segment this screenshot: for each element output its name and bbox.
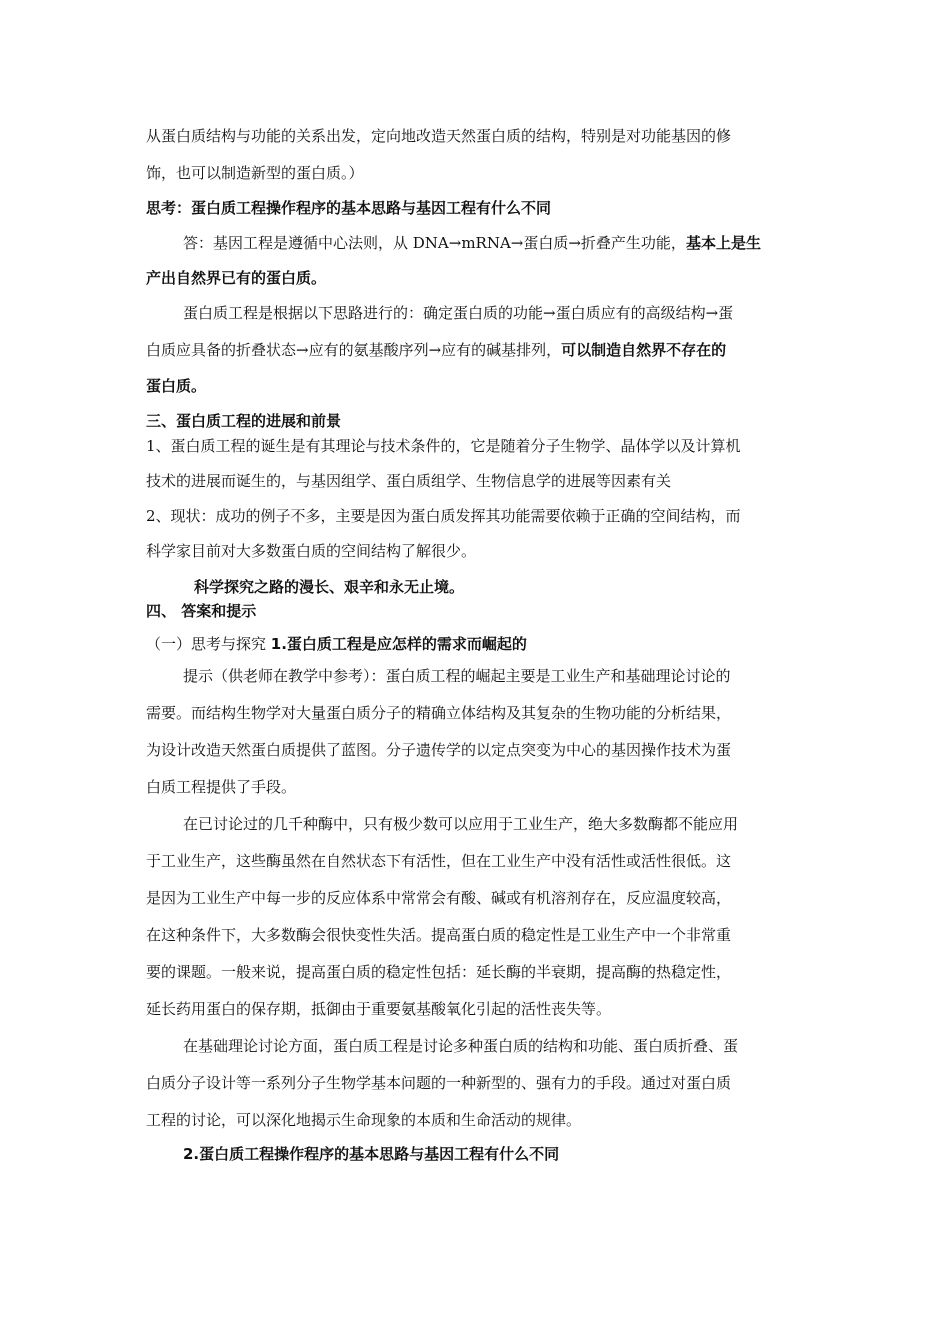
hint-p2-line-4: 在这种条件下，大多数酶会很快变性失活。提高蛋白质的稳定性是工业生产中一个非常重 xyxy=(146,926,732,944)
hint-p3-line-3: 工程的讨论，可以深化地揭示生命现象的本质和生命活动的规律。 xyxy=(146,1111,582,1129)
hint-p2-line-1: 在已讨论过的几千种酶中，只有极少数可以应用于工业生产，绝大多数酶都不能应用 xyxy=(183,815,739,833)
section-3-motto: 科学探究之路的漫长、艰辛和永无止境。 xyxy=(194,578,465,596)
hint-p3-line-1: 在基础理论讨论方面，蛋白质工程是讨论多种蛋白质的结构和功能、蛋白质折叠、蛋 xyxy=(183,1037,739,1055)
answer-2-text: 白质应具备的折叠状态→应有的氨基酸序列→应有的碱基排列， xyxy=(146,341,562,359)
answer-1-emphasis: 基本上是生 xyxy=(685,234,761,252)
intro-line-1: 从蛋白质结构与功能的关系出发，定向地改造天然蛋白质的结构，特别是对功能基因的修 xyxy=(146,127,732,145)
hint-p1-line-2: 需要。而结构生物学对大量蛋白质分子的精确立体结构及其复杂的生物功能的分析结果， xyxy=(146,704,732,722)
answer-1-line-2: 产出自然界已有的蛋白质。 xyxy=(146,269,327,287)
hint-p2-line-2: 于工业生产，这些酶虽然在自然状态下有活性，但在工业生产中没有活性或活性很低。这 xyxy=(146,852,732,870)
answer-2-line-2 xyxy=(146,340,726,360)
section-3-heading: 三、蛋白质工程的进展和前景 xyxy=(146,412,342,430)
hint-p1-line-4: 白质工程提供了手段。 xyxy=(146,778,297,796)
answer-1-line-1 xyxy=(183,233,761,253)
question-1: 1.蛋白质工程是应怎样的需求而崛起的 xyxy=(270,635,527,653)
question-2: 2.蛋白质工程操作程序的基本思路与基因工程有什么不同 xyxy=(183,1145,560,1163)
section-3-p1-line-1: 1、蛋白质工程的诞生是有其理论与技术条件的，它是随着分子生物学、晶体学以及计算机 xyxy=(146,437,741,455)
hint-p1-line-3: 为设计改造天然蛋白质提供了蓝图。分子遗传学的以定点突变为中心的基因操作技术为蛋 xyxy=(146,741,732,759)
intro-line-2: 饰，也可以制造新型的蛋白质。） xyxy=(146,164,364,182)
thinking-heading: 思考：蛋白质工程操作程序的基本思路与基因工程有什么不同 xyxy=(146,199,552,217)
section-3-p2-line-2: 科学家目前对大多数蛋白质的空间结构了解很少。 xyxy=(146,542,477,560)
section-4-subheading xyxy=(146,634,527,654)
section-3-p2-line-1: 2、现状：成功的例子不多，主要是因为蛋白质发挥其功能需要依赖于正确的空间结构，而 xyxy=(146,507,741,525)
hint-p2-line-5: 要的课题。一般来说，提高蛋白质的稳定性包括：延长酶的半衰期，提高酶的热稳定性， xyxy=(146,963,732,981)
answer-2-line-3: 蛋白质。 xyxy=(146,377,207,395)
subheading-label: （一）思考与探究 xyxy=(146,635,271,653)
answer-2-line-1: 蛋白质工程是根据以下思路进行的：确定蛋白质的功能→蛋白质应有的高级结构→蛋 xyxy=(183,304,734,322)
answer-2-emphasis: 可以制造自然界不存在的 xyxy=(561,341,727,359)
hint-p1-line-1: 提示（供老师在教学中参考）：蛋白质工程的崛起主要是工业生产和基础理论讨论的 xyxy=(183,667,731,685)
hint-p2-line-6: 延长药用蛋白的保存期，抵御由于重要氨基酸氧化引起的活性丧失等。 xyxy=(146,1000,612,1018)
section-4-heading: 四、 答案和提示 xyxy=(146,602,257,620)
hint-p3-line-2: 白质分子设计等一系列分子生物学基本问题的一种新型的、强有力的手段。通过对蛋白质 xyxy=(146,1074,732,1092)
answer-1-text: 答：基因工程是遵循中心法则，从 DNA→mRNA→蛋白质→折叠产生功能， xyxy=(183,234,686,252)
section-3-p1-line-2: 技术的进展而诞生的，与基因组学、蛋白质组学、生物信息学的进展等因素有关 xyxy=(146,472,672,490)
hint-p2-line-3: 是因为工业生产中每一步的反应体系中常常会有酸、碱或有机溶剂存在，反应温度较高， xyxy=(146,889,732,907)
